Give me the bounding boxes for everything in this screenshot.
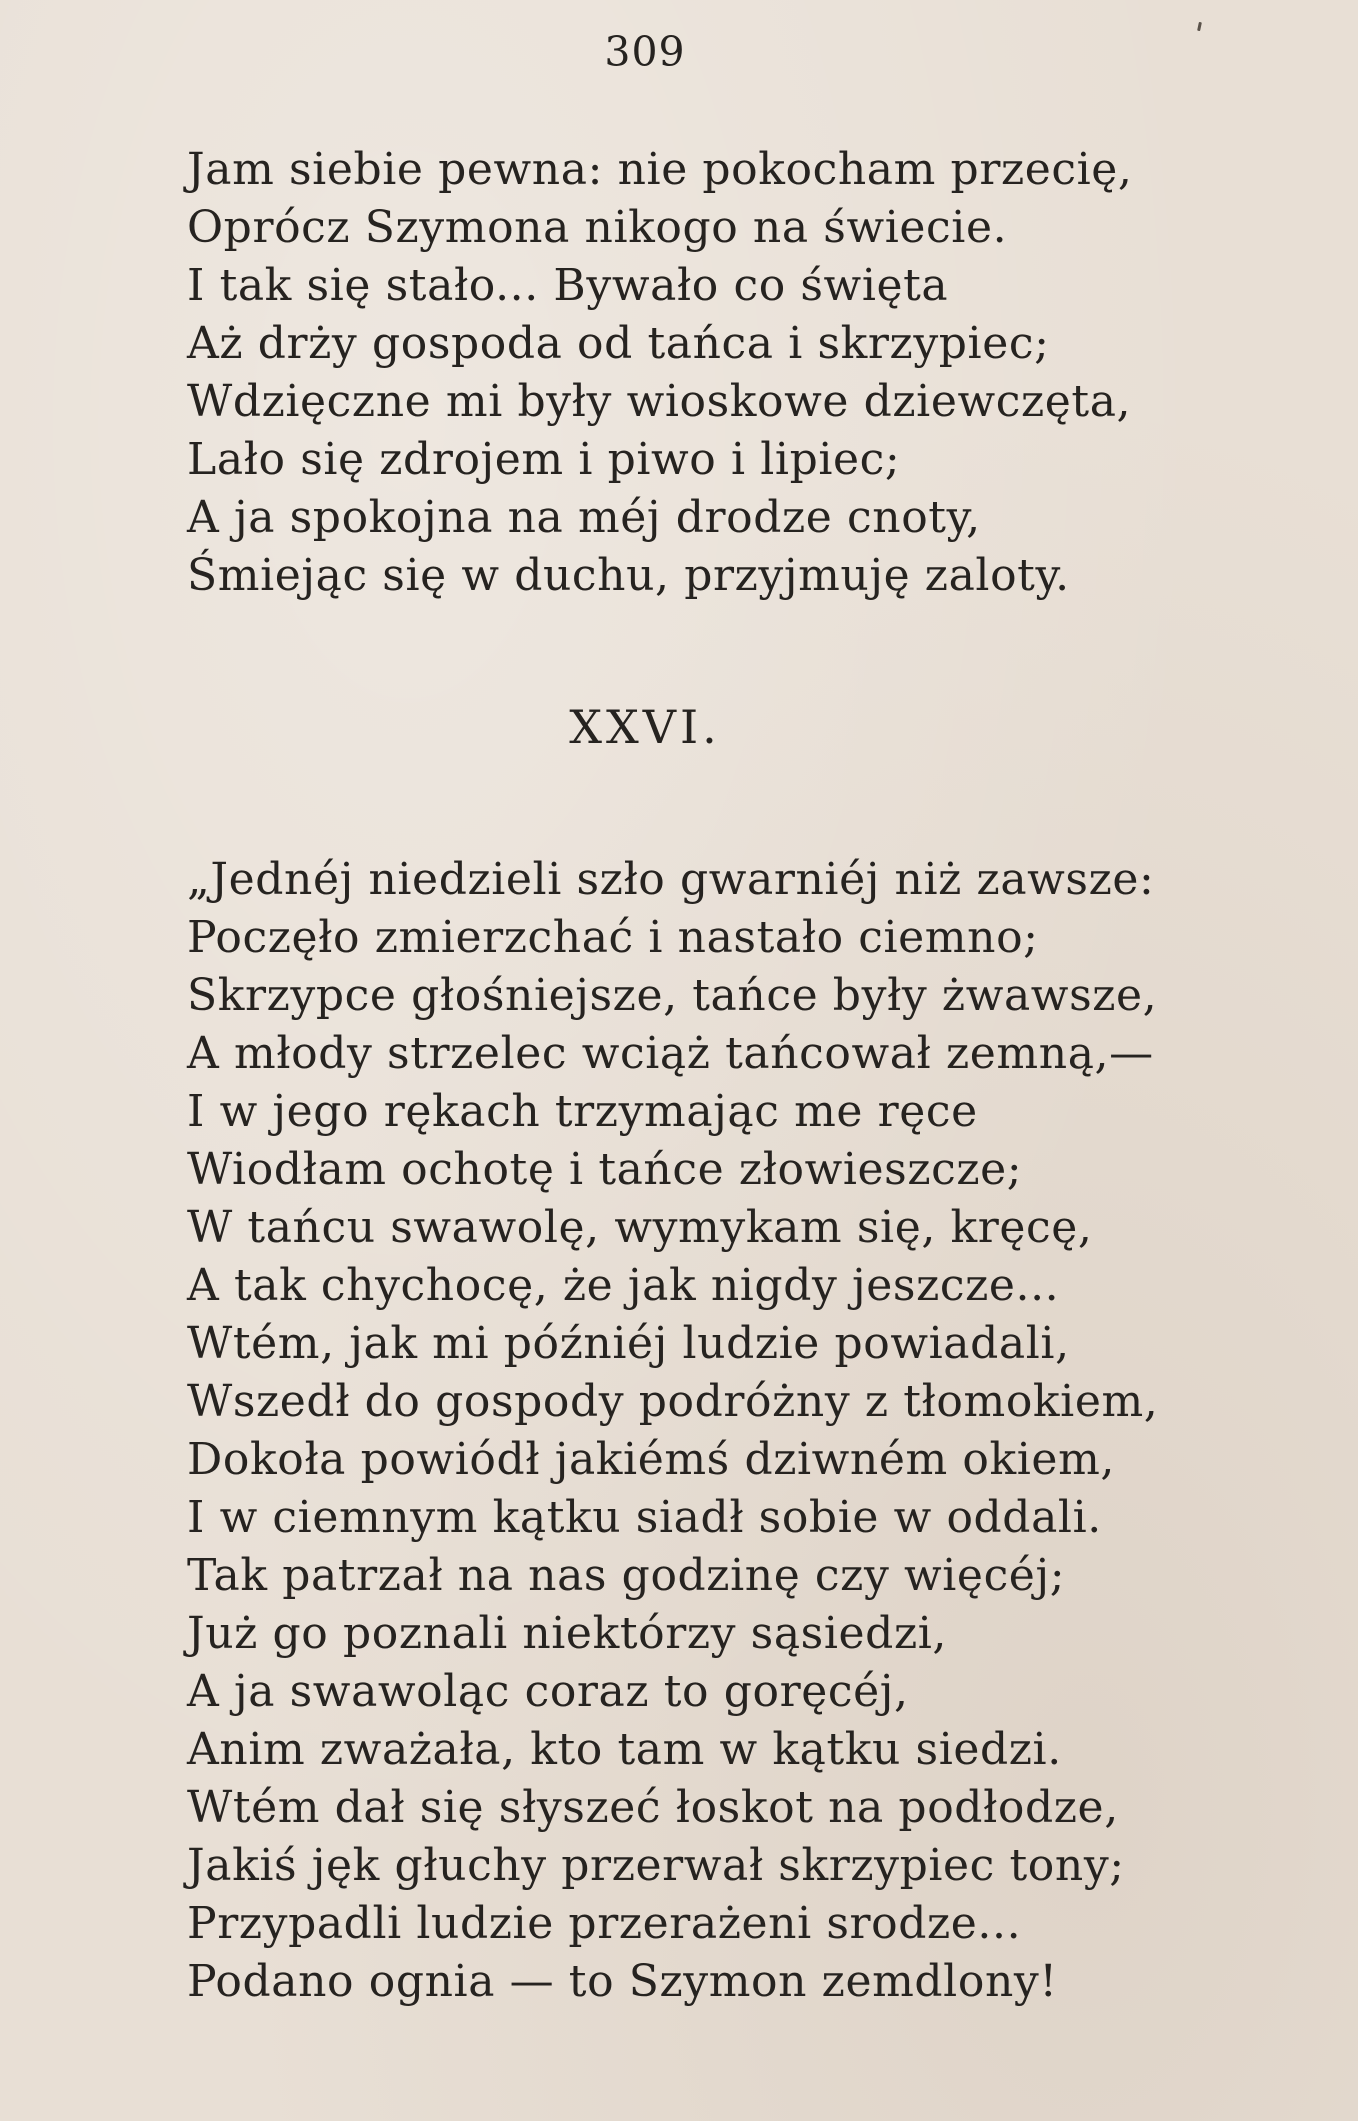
verse-line: Wtém, jak mi późniéj ludzie powiadali, bbox=[187, 1318, 1070, 1369]
verse-line: Śmiejąc się w duchu, przyjmuję zaloty. bbox=[187, 550, 1070, 601]
verse-line: Jam siebie pewna: nie pokocham przecię, bbox=[187, 144, 1133, 195]
verse-line: Już go poznali niektórzy sąsiedzi, bbox=[187, 1608, 947, 1659]
verse-line: Wszedł do gospody podróżny z tłomokiem, bbox=[187, 1376, 1159, 1427]
verse-line: Poczęło zmierzchać i nastało ciemno; bbox=[187, 912, 1039, 963]
stanza-1 bbox=[187, 141, 1287, 605]
verse-line: Przypadli ludzie przerażeni srodze... bbox=[187, 1898, 1022, 1949]
stanza-2 bbox=[187, 851, 1287, 2011]
verse-line: Wiodłam ochotę i tańce złowieszcze; bbox=[187, 1144, 1023, 1195]
verse-line: I w jego rękach trzymając me ręce bbox=[187, 1086, 978, 1137]
verse-line: I w ciemnym kątku siadł sobie w oddali. bbox=[187, 1492, 1102, 1543]
verse-line: Aż drży gospoda od tańca i skrzypiec; bbox=[187, 318, 1050, 369]
verse-line: Jakiś jęk głuchy przerwał skrzypiec tony; bbox=[187, 1840, 1125, 1891]
verse-line: Dokoła powiódł jakiémś dziwném okiem, bbox=[187, 1434, 1115, 1485]
verse-line: W tańcu swawolę, wymykam się, kręcę, bbox=[187, 1202, 1093, 1253]
verse-line: Anim zważała, kto tam w kątku siedzi. bbox=[187, 1724, 1062, 1775]
verse-line: Wtém dał się słyszeć łoskot na podłodze, bbox=[187, 1782, 1119, 1833]
verse-line: A ja swawoląc coraz to goręcéj, bbox=[187, 1666, 909, 1717]
verse-line: I tak się stało... Bywało co święta bbox=[187, 260, 949, 311]
verse-line: A ja spokojna na méj drodze cnoty, bbox=[187, 492, 981, 543]
verse-line: Lało się zdrojem i piwo i lipiec; bbox=[187, 434, 901, 485]
verse-line: „Jednéj niedzieli szło gwarniéj niż zawsze: bbox=[187, 854, 1155, 905]
verse-line: A tak chychocę, że jak nigdy jeszcze... bbox=[187, 1260, 1060, 1311]
section-heading: XXVI. bbox=[569, 700, 721, 754]
verse-line: Skrzypce głośniejsze, tańce były żwawsze, bbox=[187, 970, 1158, 1021]
page-number: 309 bbox=[604, 28, 686, 76]
verse-line: Wdzięczne mi były wioskowe dziewczęta, bbox=[187, 376, 1132, 427]
verse-line: Podano ognia — to Szymon zemdlony! bbox=[187, 1956, 1058, 2007]
verse-line: Oprócz Szymona nikogo na świecie. bbox=[187, 202, 1008, 253]
verse-line: A młody strzelec wciąż tańcował zemną,— bbox=[187, 1028, 1154, 1079]
verse-line: Tak patrzał na nas godzinę czy więcéj; bbox=[187, 1550, 1066, 1601]
